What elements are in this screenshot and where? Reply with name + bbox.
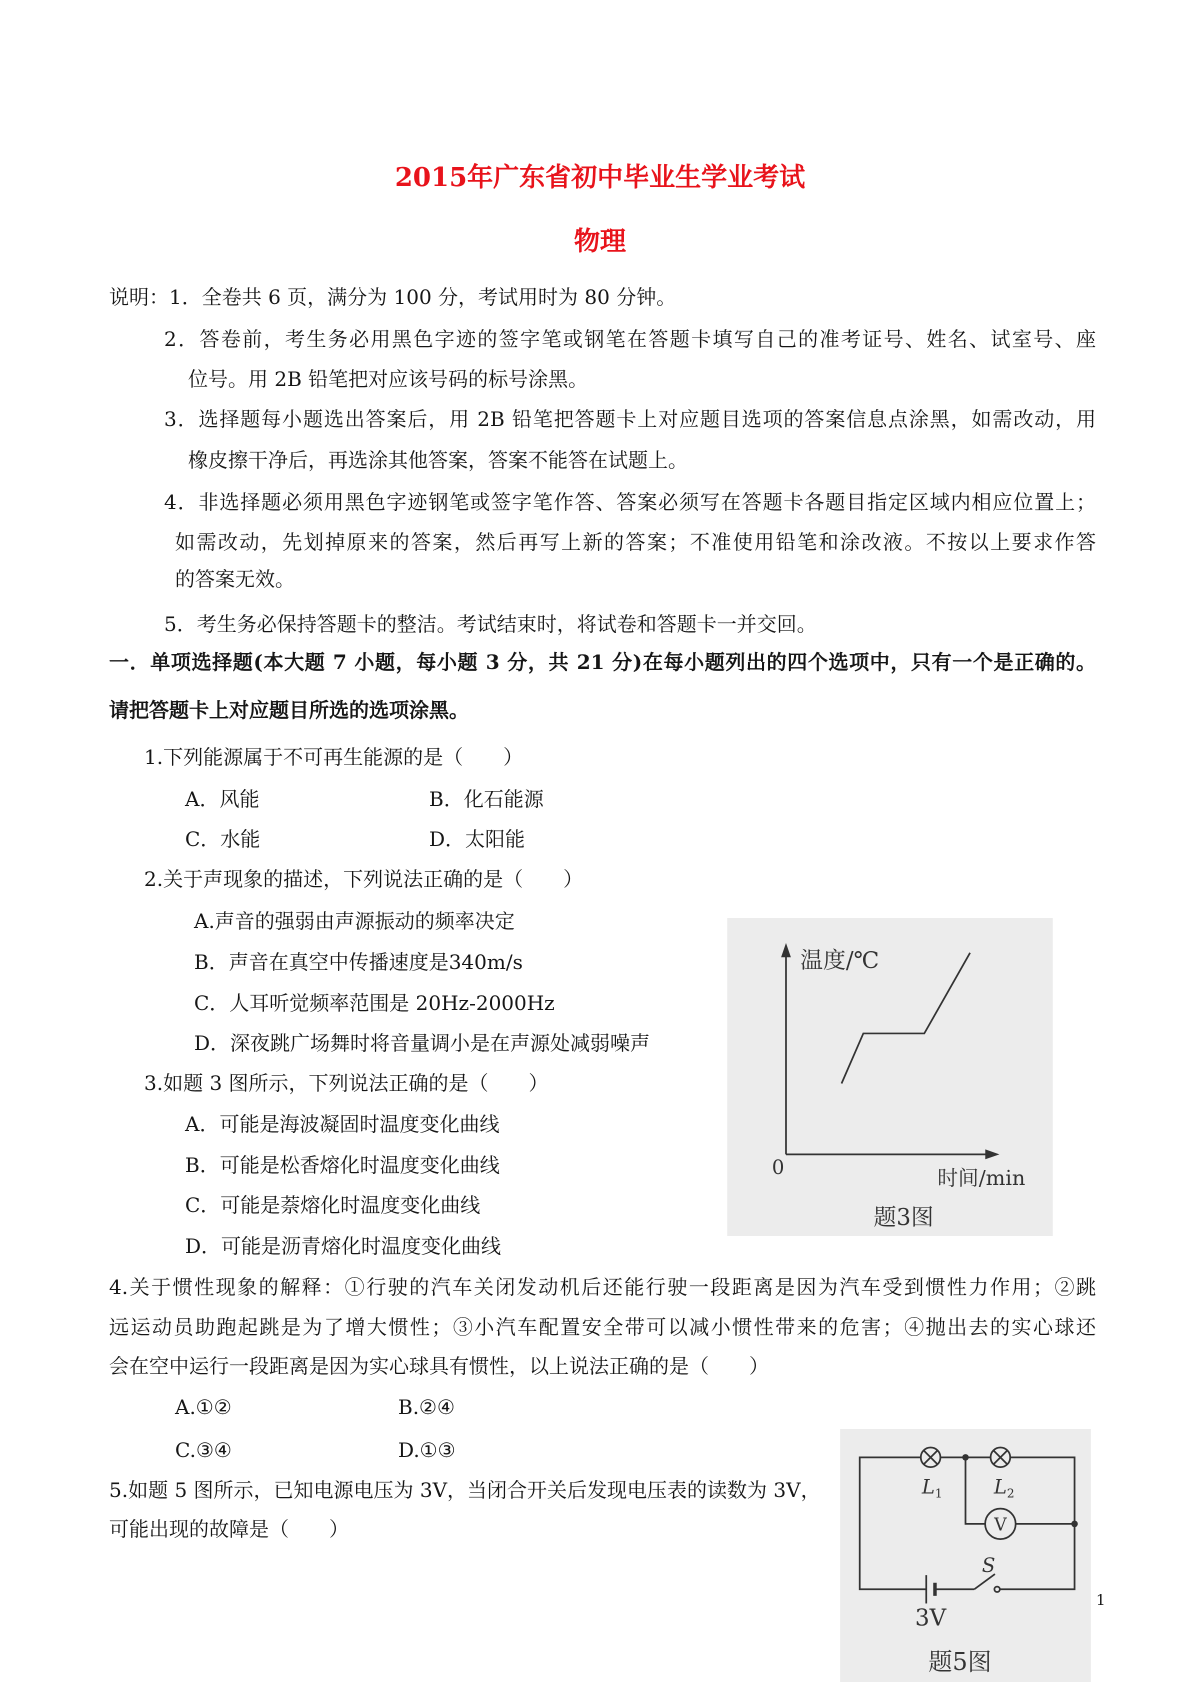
question-2-option-d: D．深夜跳广场舞时将音量调小是在声源处减弱噪声 xyxy=(194,1031,651,1055)
junction-dot-right xyxy=(1071,1521,1078,1528)
instruction-item-1 xyxy=(109,285,676,309)
question-4-option-d: D.①③ xyxy=(398,1438,456,1462)
junction-dot-top xyxy=(962,1454,969,1461)
source-voltage-label: 3V xyxy=(915,1605,947,1632)
question-2-option-c: C．人耳听觉频率范围是 20Hz-2000Hz xyxy=(194,991,555,1015)
question-5-stem-line-2: 可能出现的故障是（ ） xyxy=(109,1517,349,1541)
question-3-stem: 3.如题 3 图所示，下列说法正确的是（ ） xyxy=(144,1071,549,1095)
instruction-item-5: 5．考生务必保持答题卡的整洁。考试结束时，将试卷和答题卡一并交回。 xyxy=(164,612,817,636)
question-1-option-b: B．化石能源 xyxy=(429,787,544,811)
question-1-option-a: A．风能 xyxy=(185,787,260,811)
y-axis-label: 温度/℃ xyxy=(800,948,880,975)
instruction-item-4-line-1: 4．非选择题必须用黑色字迹钢笔或签字笔作答、答案必须写在答题卡各题目指定区域内相应位置上； xyxy=(164,490,1096,514)
question-4-option-a: A.①② xyxy=(175,1395,232,1419)
question-4-stem-line-3: 会在空中运行一段距离是因为实心球具有惯性，以上说法正确的是（ ） xyxy=(109,1354,769,1378)
switch-contact xyxy=(994,1587,999,1592)
figure-5 xyxy=(840,1429,1091,1682)
figure-3-caption: 题3图 xyxy=(873,1205,934,1232)
instruction-item-3-line-1: 3．选择题每小题选出答案后，用 2B 铅笔把答题卡上对应题目选项的答案信息点涂黑，如需改动，用 xyxy=(164,407,1096,431)
section-heading-line-1: 一．单项选择题(本大题 7 小题，每小题 3 分，共 21 分)在每小题列出的四个选项中，只有一个是正确的。 xyxy=(109,650,1096,674)
instructions-label: 说明： xyxy=(109,285,169,309)
x-axis-label: 时间/min xyxy=(937,1165,1026,1190)
question-3-option-c: C．可能是萘熔化时温度变化曲线 xyxy=(185,1193,481,1217)
figure-3 xyxy=(727,918,1053,1236)
instruction-item-1-text: 1．全卷共 6 页，满分为 100 分，考试用时为 80 分钟。 xyxy=(169,285,677,309)
instruction-item-2-line-1: 2．答卷前，考生务必用黑色字迹的签字笔或钢笔在答题卡填写自己的准考证号、姓名、试室号、座 xyxy=(164,327,1096,351)
question-1-option-d: D．太阳能 xyxy=(429,827,526,851)
bulb-l1-letter: L xyxy=(921,1475,935,1499)
subject-title: 物理 xyxy=(573,227,626,257)
instruction-item-4-line-2: 如需改动，先划掉原来的答案，然后再写上新的答案；不准使用铅笔和涂改液。不按以上要求作答 xyxy=(175,530,1096,554)
question-2-option-b: B．声音在真空中传播速度是340m/s xyxy=(194,950,523,974)
question-5-stem-line-1: 5.如题 5 图所示，已知电源电压为 3V，当闭合开关后发现电压表的读数为 3V， xyxy=(109,1478,821,1502)
bulb-l1-subscript: 1 xyxy=(934,1486,943,1501)
question-4-stem-line-1: 4.关于惯性现象的解释：①行驶的汽车关闭发动机后还能行驶一段距离是因为汽车受到惯性力作用；②跳 xyxy=(109,1275,1096,1299)
switch-label: S xyxy=(981,1553,996,1577)
section-heading-line-2: 请把答题卡上对应题目所选的选项涂黑。 xyxy=(109,698,469,722)
question-3-option-d: D．可能是沥青熔化时温度变化曲线 xyxy=(185,1234,502,1258)
origin-label: 0 xyxy=(771,1155,785,1179)
question-4-option-b: B.②④ xyxy=(398,1395,455,1419)
bulb-l2-letter: L xyxy=(993,1475,1007,1499)
question-1-option-c: C．水能 xyxy=(185,827,261,851)
page-number: 1 xyxy=(1096,1591,1106,1609)
instruction-item-2-line-2: 位号。用 2B 铅笔把对应该号码的标号涂黑。 xyxy=(188,367,589,391)
question-4-stem-line-2: 远运动员助跑起跳是为了增大惯性；③小汽车配置安全带可以减小惯性带来的危害；④抛出去的实心球还 xyxy=(109,1315,1096,1339)
voltmeter-label: V xyxy=(994,1515,1007,1536)
question-2-stem: 2.关于声现象的描述，下列说法正确的是（ ） xyxy=(144,867,584,891)
question-3-option-a: A．可能是海波凝固时温度变化曲线 xyxy=(185,1112,500,1136)
question-2-option-a: A.声音的强弱由声源振动的频率决定 xyxy=(194,909,515,933)
bulb-l2-subscript: 2 xyxy=(1006,1486,1015,1501)
instruction-item-3-line-2: 橡皮擦干净后，再选涂其他答案，答案不能答在试题上。 xyxy=(188,448,688,472)
exam-title: 2015年广东省初中毕业生学业考试 xyxy=(394,163,806,193)
question-4-option-c: C.③④ xyxy=(175,1438,232,1462)
instruction-item-4-line-3: 的答案无效。 xyxy=(175,567,295,591)
question-1-stem: 1.下列能源属于不可再生能源的是（ ） xyxy=(144,745,524,769)
question-3-option-b: B．可能是松香熔化时温度变化曲线 xyxy=(185,1153,500,1177)
figure-5-caption: 题5图 xyxy=(928,1648,992,1677)
